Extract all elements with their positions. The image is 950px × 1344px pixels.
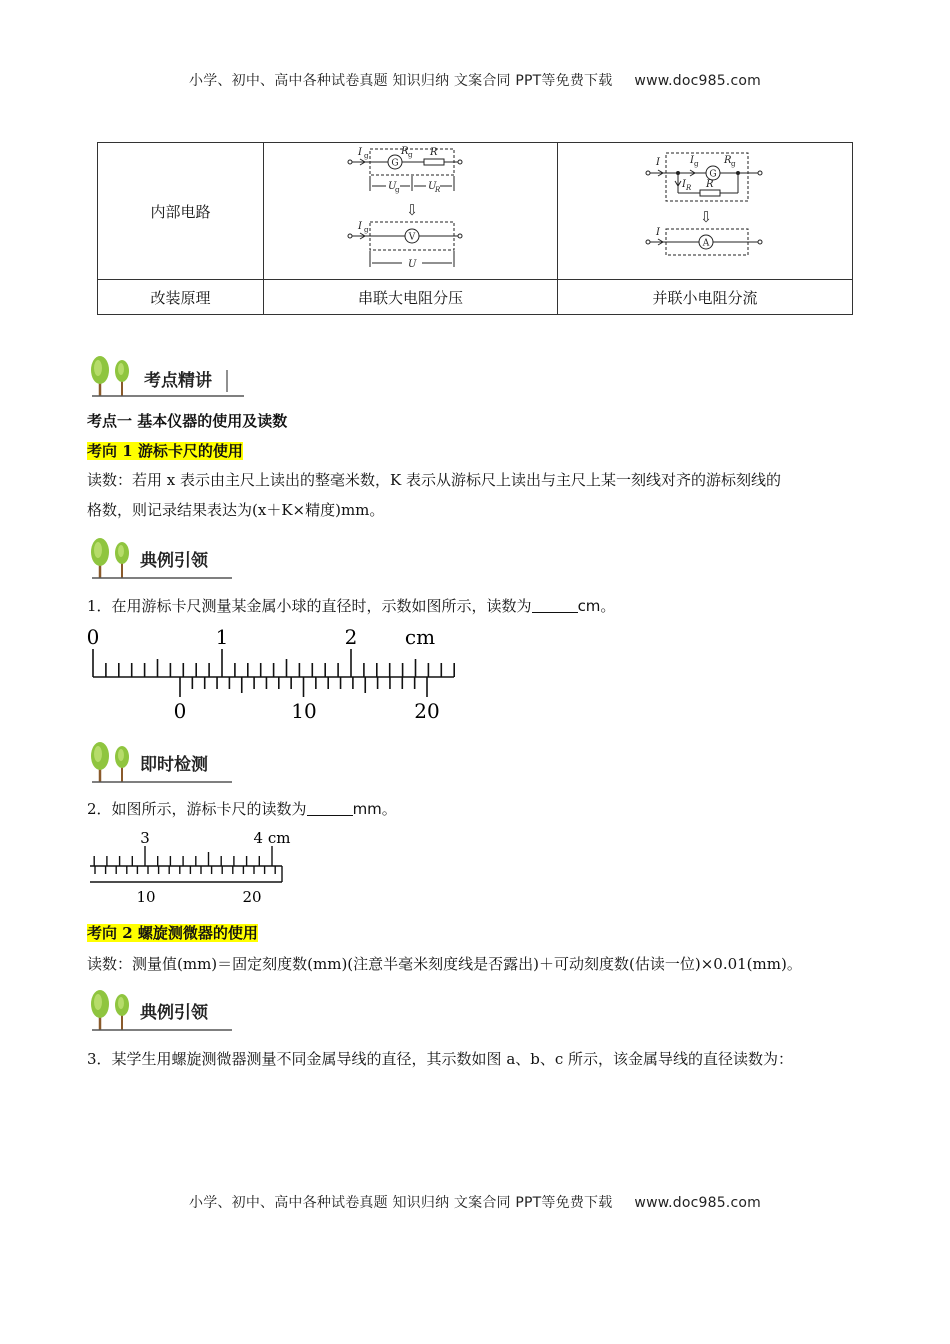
question-text: 某学生用螺旋测微器测量不同金属导线的直径，其示数如图 a、b、c 所示，该金属导线的直径读数为： bbox=[111, 1050, 794, 1068]
vernier-scale-label: 20 bbox=[414, 699, 440, 723]
banner-title: 即时检测 bbox=[140, 755, 208, 775]
reading-line: 读数：若用 x 表示由主尺上读出的整毫米数，K 表示从游标尺上读出与主尺上某一刻线对齐的游标刻线的 bbox=[87, 471, 781, 489]
subsection-micrometer bbox=[87, 922, 258, 944]
question-text: 如图所示，游标卡尺的读数为 bbox=[111, 800, 307, 818]
header-url[interactable]: www.doc985.com bbox=[634, 73, 761, 89]
table-row bbox=[98, 143, 853, 280]
main-scale-label: 1 bbox=[215, 625, 229, 649]
row-label-internal-circuit: 内部电路 bbox=[98, 143, 264, 280]
voltmeter-circuit-diagram bbox=[264, 143, 557, 279]
tree-icon bbox=[91, 356, 129, 396]
question-number: 3． bbox=[87, 1050, 112, 1068]
vernier-scale-label: 0 bbox=[173, 699, 187, 723]
voltage-g-subscript: g bbox=[395, 186, 400, 194]
galv-current-label: I bbox=[690, 155, 694, 166]
resistance-g-subscript: g bbox=[408, 151, 413, 159]
galv-resistance-label: R bbox=[724, 155, 732, 166]
question-number: 1． bbox=[87, 597, 112, 615]
ammeter-principle: 并联小电阻分流 bbox=[558, 280, 853, 315]
resistor-label: R bbox=[430, 147, 438, 158]
vernier-scale-label: 10 bbox=[291, 699, 317, 723]
question-unit: cm。 bbox=[577, 597, 616, 615]
banner-title: 考点精讲 bbox=[144, 371, 212, 391]
tree-icon bbox=[91, 990, 129, 1030]
voltmeter-symbol: V bbox=[408, 232, 416, 243]
banner-example bbox=[88, 534, 238, 580]
section-title: 考点一 基本仪器的使用及读数 bbox=[87, 412, 288, 430]
ammeter-symbol: A bbox=[702, 238, 710, 249]
question-number: 2． bbox=[87, 800, 112, 818]
voltage-g-label: U bbox=[388, 181, 397, 192]
total-voltage-label: U bbox=[408, 259, 417, 270]
voltage-r-subscript: R bbox=[435, 186, 441, 194]
reading-line: 格数，则记录结果表达为(x＋K×精度)mm。 bbox=[87, 501, 385, 519]
vernier-reading-rule bbox=[87, 465, 867, 525]
page-header bbox=[0, 70, 950, 90]
voltmeter-circuit-cell bbox=[264, 143, 558, 280]
banner-title: 典例引领 bbox=[140, 551, 208, 571]
galvanometer-symbol-2: G bbox=[709, 169, 717, 180]
row-label-principle: 改装原理 bbox=[98, 280, 264, 315]
ammeter-circuit-diagram bbox=[558, 143, 852, 279]
main-scale-label: 4 cm bbox=[253, 829, 291, 847]
banner-key-points bbox=[88, 352, 248, 398]
question-text: 在用游标卡尺测量某金属小球的直径时，示数如图所示，读数为 bbox=[111, 597, 532, 615]
micrometer-reading-rule: 读数：测量值(mm)＝固定刻度数(mm)(注意半毫米刻度线是否露出)＋可动刻度数(估读一位)×0.01(mm)。 bbox=[87, 955, 802, 973]
question-3 bbox=[87, 1048, 793, 1070]
footer-url[interactable]: www.doc985.com bbox=[634, 1195, 761, 1211]
answer-blank[interactable] bbox=[307, 801, 353, 816]
galv-resistance-subscript: g bbox=[731, 160, 736, 168]
tree-icon bbox=[91, 742, 129, 782]
banner-example-2 bbox=[88, 986, 238, 1032]
banner-title: 典例引领 bbox=[140, 1003, 208, 1023]
total-current-label: I bbox=[656, 157, 660, 168]
tree-icon bbox=[91, 538, 129, 578]
header-text: 小学、初中、高中各种试卷真题 知识归纳 文案合同 PPT等免费下载 bbox=[189, 73, 613, 89]
total-current-label-2: I bbox=[656, 227, 660, 238]
table-row bbox=[98, 280, 853, 315]
galvanometer-symbol: G bbox=[391, 158, 399, 169]
voltmeter-principle: 串联大电阻分压 bbox=[264, 280, 558, 315]
highlight-heading: 考向 2 螺旋测微器的使用 bbox=[87, 924, 258, 942]
down-arrow-icon: ⇩ bbox=[699, 208, 713, 226]
voltage-r-label: U bbox=[428, 181, 437, 192]
meter-conversion-table bbox=[97, 142, 853, 315]
footer-text: 小学、初中、高中各种试卷真题 知识归纳 文案合同 PPT等免费下载 bbox=[189, 1195, 613, 1211]
resistance-g-label: R bbox=[401, 146, 409, 157]
main-scale-unit: cm bbox=[404, 625, 436, 649]
galv-current-subscript: g bbox=[694, 160, 699, 168]
answer-blank[interactable] bbox=[532, 598, 578, 613]
vernier-scale-label: 20 bbox=[242, 888, 262, 906]
subsection-vernier bbox=[87, 440, 243, 462]
down-arrow-icon: ⇩ bbox=[405, 201, 419, 219]
highlight-heading: 考向 1 游标卡尺的使用 bbox=[87, 442, 243, 460]
vernier-scale-label: 10 bbox=[136, 888, 156, 906]
current-label-2: I bbox=[358, 221, 362, 232]
shunt-resistor-label: R bbox=[706, 179, 714, 190]
current-subscript-2: g bbox=[364, 226, 369, 234]
current-label: I bbox=[358, 147, 362, 158]
page-footer bbox=[0, 1192, 950, 1212]
question-1 bbox=[87, 595, 615, 617]
question-unit: mm。 bbox=[352, 800, 397, 818]
main-scale-label: 3 bbox=[140, 829, 150, 847]
question-2 bbox=[87, 798, 397, 820]
current-subscript: g bbox=[364, 152, 369, 160]
ammeter-circuit-cell bbox=[558, 143, 853, 280]
shunt-current-subscript: R bbox=[686, 184, 692, 192]
shunt-current-label: I bbox=[682, 179, 686, 190]
banner-quick-check bbox=[88, 738, 238, 784]
main-scale-label: 2 bbox=[344, 625, 358, 649]
vernier-caliper-figure-1 bbox=[84, 624, 464, 724]
main-scale-label: 0 bbox=[86, 625, 100, 649]
vernier-caliper-figure-2 bbox=[86, 826, 296, 908]
